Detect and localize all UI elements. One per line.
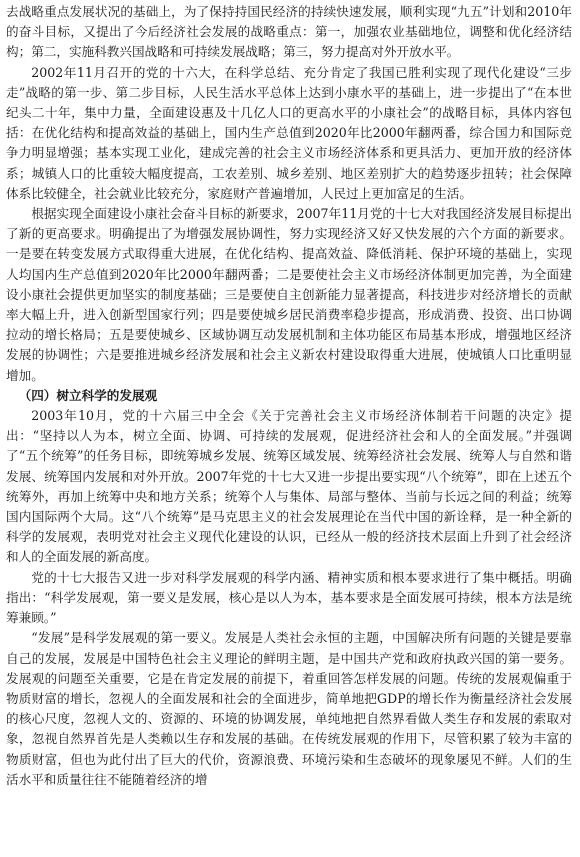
paragraph-continued: 去战略重点发展状况的基础上，为了保持持国民经济的持续快速发展，顺利实现“九五”计划和2010年的奋斗目标，又提出了今后经济社会发展的战略重点：第一，加强农业基础地位，调整和优化经济结构；第二，实施科教兴国战略和可持续发展战略；第三，努力提高对外开放水平。 [6,4,572,60]
paragraph-development-first: “发展”是科学发展观的第一要义。发展是人类社会永恒的主题，中国解决所有问题的关键是要靠自己的发展，发展是中国特色社会主义理论的鲜明主题，是中国共产党和政府执政兴国的第一要务。发展观的问题至关重要，它是在肯定发展的前提下，着重回答怎样发展的问题。传统的发展观偏重于物质财富的增长，忽视人的全面发展和社会的全面进步，简单地把GDP的增长作为衡量经济社会发展的核心尺度，忽视人文的、资源的、环境的协调发展，单纯地把自然界看做人类生存和发展的索取对象，忽视自然界首先是人类赖以生存和发展的基础。在传统发展观的作用下，尽管积累了较为丰富的物质财富，但也为此付出了巨大的代价，资源浪费、环境污染和生态破坏的现象屡见不鲜。人们的生活水平和质量往往不能随着经济的增 [6,630,572,787]
paragraph-seventeenth-congress-goals: 根据实现全面建设小康社会奋斗目标的新要求，2007年11月党的十七大对我国经济发展目标提出了新的更高要求。明确提出了为增强发展协调性，努力实现经济又好又快发展的六个方面的新要求。一是要在转变发展方式取得重大进展，在优化结构、提高效益、降低消耗、保护环境的基础上，实现人均国内生产总值到2020年比2000年翻两番；二是要使社会主义市场经济体制更加完善，为全面建设小康社会提供更加坚实的制度基础；三是要使自主创新能力显著提高，科技进步对经济增长的贡献率大幅上升，进入创新型国家行列；四是要使城乡居民消费率稳步提高，形成消费、投资、出口协调拉动的增长格局；五是要使城乡、区域协调互动发展机制和主体功能区布局基本形成，增强地区经济发展的协调性；六是要推进城乡经济发展和社会主义新农村建设取得重大进展，使城镇人口比重明显增加。 [6,206,572,383]
paragraph-third-plenum: 2003年10月，党的十六届三中全会《关于完善社会主义市场经济体制若干问题的决定》提出：“坚持以人为本，树立全面、协调、可持续的发展观，促进经济社会和人的全面发展。”并强调了“五个统筹”的任务目标，即统筹城乡发展、统筹区域发展、统筹经济社会发展、统筹人与自然和谐发展、统筹国内发展和对外开放。2007年党的十七大又进一步提出要实现“八个统筹”，即在上述五个统筹外，再加上统筹中央和地方关系；统筹个人与集体、局部与整体、当前与长远之间的利益；统筹国内国际两个大局。这“八个统筹”是马克思主义的社会发展理论在当代中国的新诠释，是一种全新的科学的发展观，表明党对社会主义现代化建设的认识，已经从一般的经济技术层面上升到了社会经济和人的全面发展的新高度。 [6,408,572,565]
paragraph-sixteenth-congress: 2002年11月召开的党的十六大，在科学总结、充分肯定了我国已胜利实现了现代化建设“三步走”战略的第一步、第二步目标，人民生活水平总体上达到小康水平的基础上，进一步提出了“在本世纪头二十年，集中力量，全面建设惠及十几亿人口的更高水平的小康社会”的战略目标，具体内容包括：在优化结构和提高效益的基础上，国内生产总值到2020年比2000年翻两番，综合国力和国际竞争力明显增强；基本实现工业化，建成完善的社会主义市场经济体系和更具活力、更加开放的经济体系；城镇人口的比重较大幅度提高，工农差别、城乡差别、地区差别扩大的趋势逐步扭转；社会保障体系比较健全，社会就业比较充分，家庭财产普遍增加，人民过上更加富足的生活。 [6,64,572,201]
paragraph-scientific-outlook: 党的十七大报告又进一步对科学发展观的科学内涵、精神实质和根本要求进行了集中概括。明确指出：“科学发展观，第一要义是发展，核心是以人为本，基本要求是全面发展可持续，根本方法是统筹兼顾。” [6,569,572,626]
section-heading: （四）树立科学的发展观 [18,387,158,403]
